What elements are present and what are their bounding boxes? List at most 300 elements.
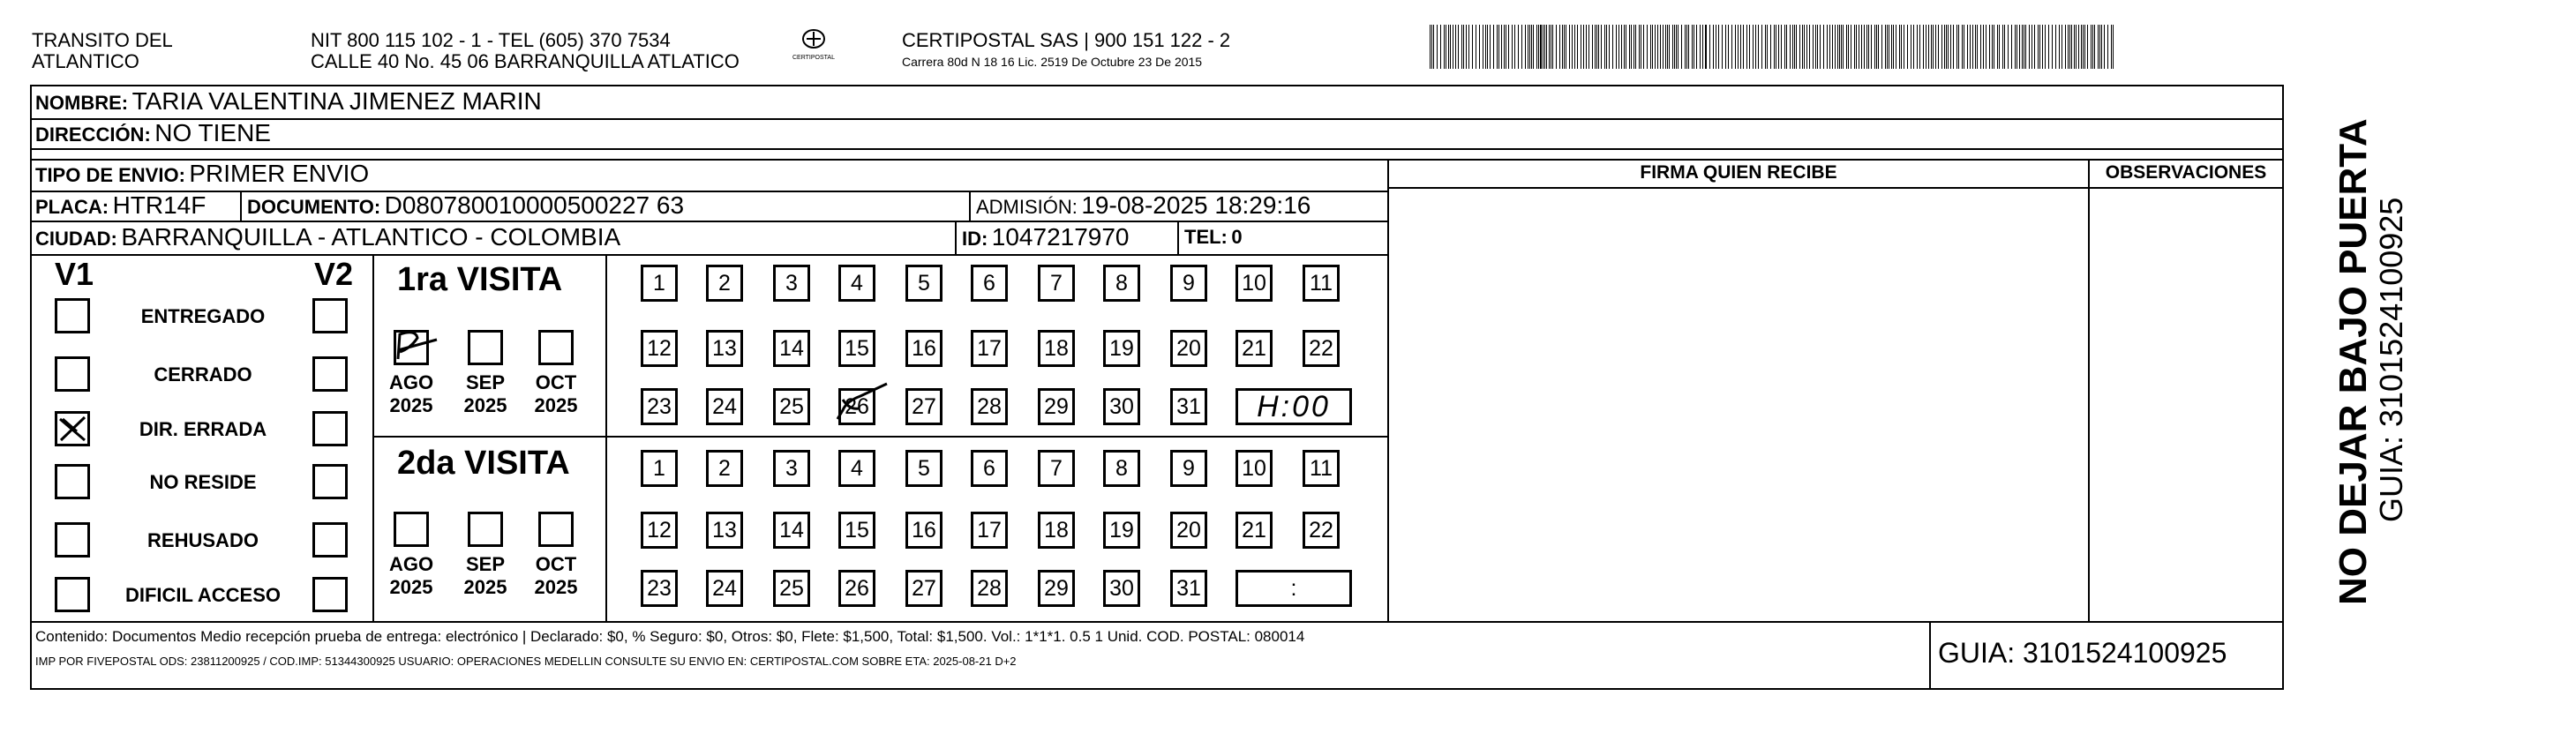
documento-value: D080780010000500227 63 (384, 191, 685, 219)
issuer-address: CALLE 40 No. 45 06 BARRANQUILLA ATLATICO (311, 50, 740, 72)
guia-number: GUIA: 3101524100925 (1938, 637, 2227, 669)
barcode-bar (1430, 25, 1431, 69)
barcode-bar (1820, 25, 1821, 69)
barcode-bar (1650, 25, 1651, 69)
barcode-bar (1977, 25, 1978, 69)
first-month-label: OCT (535, 371, 577, 393)
barcode-bar (2081, 25, 2082, 69)
first-day-box[interactable]: 20 (1170, 330, 1207, 367)
barcode-bar (2042, 25, 2043, 69)
first-time-box[interactable]: H:00 (1235, 388, 1352, 425)
barcode-bar (1861, 25, 1862, 69)
barcode-bar (1572, 25, 1573, 69)
first-day-box[interactable]: 1 (641, 265, 678, 302)
second-day-box[interactable]: 28 (971, 570, 1008, 607)
barcode-bar (1437, 25, 1438, 69)
barcode-bar (1767, 25, 1768, 69)
second-day-box[interactable]: 4 (838, 450, 875, 487)
barcode-bar (1758, 25, 1759, 69)
first-day-box[interactable]: 28 (971, 388, 1008, 425)
v2-checkbox[interactable] (312, 464, 348, 499)
barcode-bar (2074, 25, 2075, 69)
barcode-bar (2038, 25, 2039, 69)
barcode-bar (1672, 25, 1673, 69)
barcode (1430, 25, 2118, 69)
second-day-box[interactable]: 1 (641, 450, 678, 487)
barcode-bar (1552, 25, 1553, 69)
guia-vertical: GUIA: 3101524100925 (2373, 197, 2409, 522)
barcode-bar (1657, 25, 1658, 69)
first-day-box[interactable]: 22 (1303, 330, 1340, 367)
barcode-bar (1946, 25, 1947, 69)
v2-checkbox[interactable] (312, 356, 348, 392)
second-month-label: SEP (465, 553, 506, 575)
issuer-name (32, 30, 173, 72)
first-day-box[interactable]: 6 (971, 265, 1008, 302)
barcode-bar (1696, 25, 1697, 69)
barcode-bar (1749, 25, 1750, 69)
v2-checkbox[interactable] (312, 298, 348, 333)
barcode-bar (1525, 25, 1526, 69)
status-label: ENTREGADO (140, 305, 266, 327)
tel-value: 0 (1231, 226, 1243, 248)
barcode-bar (2029, 25, 2030, 69)
barcode-bar (1461, 25, 1462, 69)
barcode-bar (1999, 25, 2000, 69)
second-day-box[interactable]: 24 (706, 570, 743, 607)
barcode-bar (2078, 25, 2079, 69)
barcode-bar (2113, 25, 2114, 69)
barcode-bar (1837, 25, 1838, 69)
v1-checkbox[interactable] (55, 298, 90, 333)
barcode-bar (1887, 25, 1888, 69)
v1-checkbox[interactable] (55, 522, 90, 558)
barcode-bar (1609, 25, 1610, 69)
second-day-box[interactable]: 11 (1303, 450, 1340, 487)
barcode-bar (1440, 25, 1441, 69)
status-label: DIR. ERRADA (139, 418, 267, 440)
barcode-bar (1669, 25, 1670, 69)
second-day-box[interactable]: 23 (641, 570, 678, 607)
barcode-bar (1848, 25, 1849, 69)
first-day-box[interactable]: 9 (1170, 265, 1207, 302)
barcode-bar (1501, 25, 1502, 69)
barcode-bar (1856, 25, 1857, 69)
barcode-bar (1753, 25, 1754, 69)
barcode-bar (1676, 25, 1677, 69)
second-day-box[interactable]: 6 (971, 450, 1008, 487)
barcode-bar (1958, 25, 1959, 69)
first-day-box[interactable]: 11 (1303, 265, 1340, 302)
first-day-box[interactable]: 13 (706, 330, 743, 367)
barcode-bar (1774, 25, 1775, 69)
direccion-value: NO TIENE (154, 119, 271, 146)
barcode-bar (1944, 25, 1945, 69)
first-day-box[interactable]: 8 (1103, 265, 1140, 302)
second-day-box[interactable]: 13 (706, 512, 743, 549)
ciudad-value: BARRANQUILLA - ATLANTICO - COLOMBIA (121, 223, 621, 251)
barcode-bar (1559, 25, 1560, 69)
first-month-checkbox[interactable] (468, 330, 503, 365)
barcode-bar (1583, 25, 1584, 69)
barcode-bar (1448, 25, 1449, 69)
barcode-bar (2002, 25, 2003, 69)
status-label: NO RESIDE (149, 471, 257, 493)
ciudad-field (35, 222, 620, 257)
barcode-bar (1997, 25, 1998, 69)
second-day-box[interactable]: 26 (838, 570, 875, 607)
barcode-bar (1738, 25, 1739, 69)
barcode-bar (1490, 25, 1491, 69)
barcode-bar (1631, 25, 1632, 69)
second-month-checkbox[interactable] (538, 512, 574, 547)
barcode-bar (1665, 25, 1666, 69)
courier-license: Carrera 80d N 18 16 Lic. 2519 De Octubre 23 De 2015 (902, 55, 1203, 69)
barcode-bar (1497, 25, 1498, 69)
first-day-box[interactable]: 23 (641, 388, 678, 425)
second-day-box[interactable]: 10 (1235, 450, 1273, 487)
barcode-bar (2065, 25, 2066, 69)
barcode-bar (1616, 25, 1617, 69)
barcode-bar (1562, 25, 1563, 69)
barcode-bar (1504, 25, 1505, 69)
barcode-bar (1799, 25, 1800, 69)
barcode-bar (1652, 25, 1653, 69)
barcode-bar (1472, 25, 1473, 69)
second-day-box[interactable]: 5 (905, 450, 943, 487)
second-day-box[interactable]: 20 (1170, 512, 1207, 549)
barcode-bar (1595, 25, 1596, 69)
v1-checkbox[interactable] (55, 356, 90, 392)
barcode-bar (1621, 25, 1622, 69)
barcode-bar (1864, 25, 1865, 69)
first-year-label: 2025 (389, 394, 433, 416)
barcode-bar (1485, 25, 1486, 69)
barcode-bar (1538, 25, 1539, 69)
tipo-envio-value: PRIMER ENVIO (189, 160, 370, 187)
first-day-box[interactable]: 10 (1235, 265, 1273, 302)
barcode-bar (1846, 25, 1847, 69)
barcode-bar (1950, 25, 1951, 69)
barcode-bar (1740, 25, 1741, 69)
barcode-bar (2015, 25, 2016, 69)
day-check-mark (834, 384, 887, 424)
barcode-bar (2016, 25, 2017, 69)
first-day-box[interactable]: 16 (905, 330, 943, 367)
barcode-bar (1606, 25, 1607, 69)
admision-field (976, 191, 1311, 225)
barcode-bar (1686, 25, 1687, 69)
v2-header: V2 (314, 256, 354, 292)
first-day-box[interactable]: 31 (1170, 388, 1207, 425)
barcode-bar (1667, 25, 1668, 69)
second-day-box[interactable]: 3 (773, 450, 810, 487)
barcode-bar (1564, 25, 1565, 69)
second-day-box[interactable]: 30 (1103, 570, 1140, 607)
barcode-bar (1941, 25, 1942, 69)
barcode-bar (1685, 25, 1686, 69)
second-day-box[interactable]: 12 (641, 512, 678, 549)
barcode-bar (2008, 25, 2009, 69)
barcode-bar (1792, 25, 1793, 69)
firma-header: FIRMA QUIEN RECIBE (1640, 162, 1837, 183)
barcode-bar (1802, 25, 1803, 69)
second-year-label: 2025 (463, 576, 507, 598)
first-day-box[interactable] (838, 388, 875, 425)
barcode-bar (2111, 25, 2112, 69)
v1-checkbox[interactable] (55, 411, 90, 446)
barcode-bar (2071, 25, 2072, 69)
barcode-bar (1841, 25, 1842, 69)
contenido-line: Contenido: Documentos Medio recepción prueba de entrega: electrónico | Declarado: $0, % Seguro: $0, Otros: $0, Flete: $1,500, Total: $1,500. Vol.: 1*1*1. 0.5 1 Unid. COD. POSTAL: 080014 (35, 628, 1305, 645)
barcode-bar (1948, 25, 1949, 69)
barcode-bar (1487, 25, 1488, 69)
first-visit-title: 1ra VISITA (397, 261, 563, 298)
barcode-bar (1980, 25, 1981, 69)
first-month-checkbox[interactable] (394, 330, 429, 365)
placa-label: PLACA: (35, 196, 109, 218)
barcode-bar (2091, 25, 2092, 69)
first-month-label: AGO (388, 371, 434, 393)
barcode-bar (1713, 25, 1714, 69)
barcode-bar (1953, 25, 1954, 69)
barcode-bar (1635, 25, 1636, 69)
barcode-bar (1796, 25, 1797, 69)
barcode-bar (1700, 25, 1701, 69)
second-month-checkbox[interactable] (394, 512, 429, 547)
second-day-box[interactable]: 25 (773, 570, 810, 607)
barcode-bar (1827, 25, 1828, 69)
barcode-bar (2055, 25, 2056, 69)
barcode-bar (1521, 25, 1522, 69)
barcode-bar (1601, 25, 1602, 69)
second-day-box[interactable]: 14 (773, 512, 810, 549)
barcode-bar (1806, 25, 1807, 69)
second-day-box[interactable]: 16 (905, 512, 943, 549)
barcode-bar (1728, 25, 1729, 69)
barcode-bar (1479, 25, 1480, 69)
first-day-box[interactable]: 19 (1103, 330, 1140, 367)
second-day-box[interactable]: 8 (1103, 450, 1140, 487)
barcode-bar (1743, 25, 1744, 69)
barcode-bar (1989, 25, 1990, 69)
second-day-box[interactable]: 18 (1038, 512, 1075, 549)
second-day-box[interactable]: 17 (971, 512, 1008, 549)
barcode-bar (1967, 25, 1968, 69)
barcode-bar (1596, 25, 1597, 69)
first-year-label: 2025 (534, 394, 578, 416)
first-day-box[interactable]: 7 (1038, 265, 1075, 302)
barcode-bar (1786, 25, 1787, 69)
first-day-box[interactable]: 4 (838, 265, 875, 302)
barcode-bar (1569, 25, 1570, 69)
second-day-box[interactable]: 29 (1038, 570, 1075, 607)
barcode-bar (1813, 25, 1814, 69)
admision-label: ADMISIÓN: (976, 196, 1078, 218)
barcode-bar (1891, 25, 1892, 69)
barcode-bar (2011, 25, 2012, 69)
barcode-bar (1688, 25, 1689, 69)
barcode-bar (1544, 25, 1545, 69)
v2-checkbox[interactable] (312, 522, 348, 558)
first-month-checkbox[interactable] (538, 330, 574, 365)
barcode-bar (2034, 25, 2035, 69)
barcode-bar (1705, 25, 1707, 69)
barcode-bar (1881, 25, 1882, 69)
nombre-value: TARIA VALENTINA JIMENEZ MARIN (131, 87, 542, 115)
barcode-bar (2039, 25, 2040, 69)
barcode-bar (1681, 25, 1682, 69)
barcode-bar (1731, 25, 1732, 69)
barcode-bar (1692, 25, 1693, 69)
placa-value: HTR14F (112, 191, 207, 219)
barcode-bar (1919, 25, 1920, 69)
barcode-bar (1722, 25, 1723, 69)
barcode-bar (2076, 25, 2077, 69)
barcode-bar (1970, 25, 1971, 69)
barcode-bar (1431, 25, 1432, 69)
barcode-bar (1549, 25, 1550, 69)
barcode-bar (1876, 25, 1877, 69)
tipo-envio-label: TIPO DE ENVIO: (35, 164, 185, 186)
second-time-box[interactable]: : (1235, 570, 1352, 607)
v1-checkbox[interactable] (55, 464, 90, 499)
barcode-bar (1843, 25, 1844, 69)
barcode-bar (2019, 25, 2020, 69)
barcode-bar (2022, 25, 2023, 69)
barcode-bar (2107, 25, 2108, 69)
second-day-box[interactable]: 2 (706, 450, 743, 487)
barcode-bar (1588, 25, 1589, 69)
tipo-envio-field (35, 159, 369, 193)
certipostal-logo (787, 26, 840, 69)
second-day-box[interactable]: 21 (1235, 512, 1273, 549)
first-day-box[interactable]: 21 (1235, 330, 1273, 367)
second-month-checkbox[interactable] (468, 512, 503, 547)
no-dejar-bajo-puerta: NO DEJAR BAJO PUERTA (2332, 118, 2375, 605)
barcode-bar (1718, 25, 1719, 69)
first-day-box[interactable]: 25 (773, 388, 810, 425)
direccion-label: DIRECCIÓN: (35, 124, 151, 146)
second-year-label: 2025 (389, 576, 433, 598)
v1-header: V1 (55, 256, 94, 292)
barcode-bar (1928, 25, 1929, 69)
first-day-box[interactable]: 5 (905, 265, 943, 302)
first-day-box[interactable]: 17 (971, 330, 1008, 367)
second-day-box[interactable]: 22 (1303, 512, 1340, 549)
barcode-bar (1962, 25, 1963, 69)
second-day-box[interactable]: 9 (1170, 450, 1207, 487)
first-day-box[interactable]: 14 (773, 330, 810, 367)
first-day-box[interactable]: 15 (838, 330, 875, 367)
second-day-box[interactable]: 15 (838, 512, 875, 549)
barcode-bar (1629, 25, 1630, 69)
barcode-bar (1868, 25, 1869, 69)
barcode-bar (1709, 25, 1710, 69)
barcode-bar (1933, 25, 1934, 69)
nombre-label: NOMBRE: (35, 92, 129, 114)
barcode-bar (1829, 25, 1830, 69)
barcode-bar (2084, 25, 2085, 69)
second-day-box[interactable]: 27 (905, 570, 943, 607)
impresion-line: IMP POR FIVEPOSTAL ODS: 23811200925 / COD.IMP: 51344300925 USUARIO: OPERACIONES MEDELLIN CONSULTE SU ENVIO EN: CERTIPOSTAL.COM SOBRE ETA: 2025-08-21 D+2 (35, 655, 1017, 668)
logo-text: CERTIPOSTAL (792, 55, 835, 61)
first-day-box[interactable]: 24 (706, 388, 743, 425)
second-visit-title: 2da VISITA (397, 445, 570, 482)
v1-checkbox[interactable] (55, 577, 90, 612)
barcode-bar (1832, 25, 1833, 69)
barcode-bar (2083, 25, 2084, 69)
barcode-bar (1817, 25, 1818, 69)
second-year-label: 2025 (534, 576, 578, 598)
placa-field (35, 191, 206, 225)
barcode-bar (1781, 25, 1782, 69)
barcode-bar (2048, 25, 2049, 69)
first-month-label: SEP (465, 371, 506, 393)
barcode-bar (1972, 25, 1973, 69)
barcode-bar (1618, 25, 1619, 69)
barcode-bar (1913, 25, 1914, 69)
first-day-box[interactable]: 3 (773, 265, 810, 302)
barcode-bar (1508, 25, 1509, 69)
barcode-bar (1586, 25, 1587, 69)
barcode-bar (1663, 25, 1664, 69)
barcode-bar (1512, 25, 1513, 69)
second-day-box[interactable]: 19 (1103, 512, 1140, 549)
status-label: CERRADO (154, 363, 252, 385)
issuer-nit: NIT 800 115 102 - 1 - TEL (605) 370 7534 (311, 29, 671, 51)
status-label: REHUSADO (147, 529, 259, 551)
issuer-line-1: TRANSITO DEL (32, 29, 173, 51)
documento-field (247, 191, 684, 225)
barcode-bar (1444, 25, 1445, 69)
courier-name: CERTIPOSTAL SAS | 900 151 122 - 2 (902, 29, 1231, 51)
status-label: DIFICIL ACCESO (124, 584, 281, 606)
barcode-bar (1893, 25, 1894, 69)
barcode-bar (1624, 25, 1625, 69)
issuer-line-2: ATLANTICO (32, 50, 139, 72)
barcode-bar (2025, 25, 2026, 69)
barcode-bar (1643, 25, 1644, 69)
first-day-box[interactable]: 30 (1103, 388, 1140, 425)
barcode-bar (1514, 25, 1515, 69)
barcode-bar (1577, 25, 1578, 69)
first-day-box[interactable]: 2 (706, 265, 743, 302)
first-day-box[interactable]: 18 (1038, 330, 1075, 367)
barcode-bar (1433, 25, 1434, 69)
barcode-bar (1761, 25, 1762, 69)
barcode-bar (1450, 25, 1451, 69)
barcode-bar (1702, 25, 1703, 69)
first-day-box[interactable]: 27 (905, 388, 943, 425)
v2-checkbox[interactable] (312, 577, 348, 612)
second-day-box[interactable]: 31 (1170, 570, 1207, 607)
first-day-box[interactable]: 29 (1038, 388, 1075, 425)
barcode-bar (2098, 25, 2099, 69)
barcode-bar (2059, 25, 2060, 69)
admision-value: 19-08-2025 18:29:16 (1081, 191, 1311, 219)
nombre-field (35, 86, 542, 121)
first-day-box[interactable]: 12 (641, 330, 678, 367)
barcode-bar (1765, 25, 1766, 69)
barcode-bar (1975, 25, 1976, 69)
barcode-bar (1725, 25, 1726, 69)
barcode-bar (1931, 25, 1932, 69)
v2-checkbox[interactable] (312, 411, 348, 446)
barcode-bar (1660, 25, 1661, 69)
second-day-box[interactable]: 7 (1038, 450, 1075, 487)
barcode-bar (1992, 25, 1993, 69)
